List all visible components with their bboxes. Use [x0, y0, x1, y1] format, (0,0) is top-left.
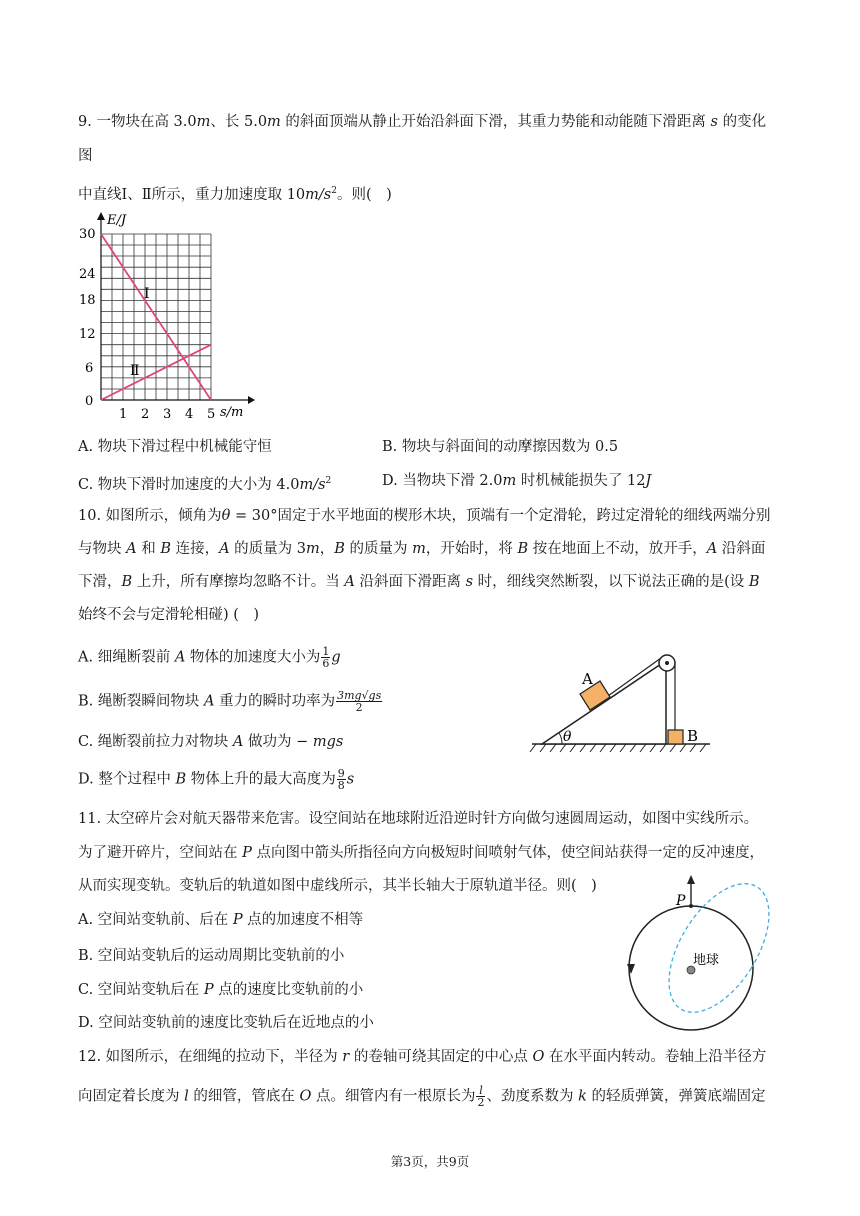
q9-xtick: 5: [207, 407, 216, 422]
q11-stem-line2: 为了避开碎片，空间站在 P 点向图中箭头所指径向方向极短时间喷射气体，使空间站获得一定的反冲速度，: [78, 845, 764, 861]
q10-option-a: A. 细绳断裂前 A 物体的加速度大小为 $\frac{1}{6}$ g: [78, 645, 341, 670]
q9-ytick: 24: [79, 267, 96, 282]
q10-option-c: C. 绳断裂前拉力对物块 A 做功为 − mgs: [78, 734, 344, 750]
q9-xtick: 4: [185, 407, 194, 422]
q11-option-d: D. 空间站变轨前的速度比变轨后在近地点的小: [78, 1015, 374, 1031]
q11-option-c: C. 空间站变轨后在 P 点的速度比变轨前的小: [78, 982, 364, 998]
q9-xlabel: s/m: [220, 405, 244, 420]
q12-stem-line2: 向固定着长度为 l 的细管，管底在 O 点。细管内有一根原长为 $\frac{l}{2}$ 、劲度系数为 k 的轻质弹簧，弹簧底端固定: [78, 1084, 766, 1109]
q9-option-d: D. 当物块下滑 2.0m 时机械能损失了 12J: [382, 473, 652, 489]
q9-xtick: 1: [119, 407, 128, 422]
q10-label-b: B: [687, 727, 699, 745]
q10-stem-line3: 下滑，B 上升，所有摩擦均忽略不计。当 A 沿斜面下滑距离 s 时，细线突然断裂，以下说法正确的是(设 B: [78, 574, 760, 590]
q9-energy-graph: [76, 210, 256, 425]
q10-incline-figure: [528, 646, 718, 761]
q11-label-earth: 地球: [693, 953, 720, 968]
q10-stem-line1: 10. 如图所示，倾角为θ = 30°固定于水平地面的楔形木块，顶端有一个定滑轮，跨过定滑轮的细线两端分别: [78, 508, 771, 524]
q11-stem-line3: 从而实现变轨。变轨后的轨道如图中虚线所示，其半长轴大于原轨道半径。则( ): [78, 878, 597, 894]
q9-xtick: 2: [141, 407, 150, 422]
q9-ytick: 18: [79, 293, 96, 308]
q9-ytick: 6: [85, 361, 94, 376]
q10-stem-line2: 与物块 A 和 B 连接，A 的质量为 3m，B 的质量为 m，开始时，将 B 按在地面上不动，放开手，A 沿斜面: [78, 541, 766, 557]
q9-xtick: 3: [163, 407, 172, 422]
q9-option-c: C. 物块下滑时加速度的大小为 $4.0m/s^2$: [78, 476, 332, 493]
q9-option-b: B. 物块与斜面间的动摩擦因数为 0.5: [382, 439, 619, 455]
q11-label-p: P: [676, 893, 686, 909]
q10-option-b: B. 绳断裂瞬间物块 A 重力的瞬时功率为 $\frac{3mg√gs}{2}$: [78, 689, 382, 714]
q10-stem-line4: 始终不会与定滑轮相碰) ( ): [78, 607, 260, 623]
q9-line-I-label: Ⅰ: [144, 286, 150, 302]
page-footer: 第3页，共9页: [390, 1154, 470, 1169]
q11-orbit-figure: [618, 872, 778, 1032]
q10-theta-label: θ: [563, 729, 572, 745]
q9-ytick: 12: [79, 327, 96, 342]
q10-label-a: A: [582, 670, 593, 688]
q9-line-II-label: Ⅱ: [130, 363, 140, 379]
q12-stem-line1: 12. 如图所示，在细绳的拉动下，半径为 r 的卷轴可绕其固定的中心点 O 在水平面内转动。卷轴上沿半径方: [78, 1049, 767, 1065]
q11-point-p: [689, 904, 693, 908]
q10-wedge: [542, 666, 666, 744]
q11-elliptical-orbit: [649, 872, 778, 1029]
q9-ylabel: E/J: [107, 213, 127, 228]
q9-stem-line1b: 图: [78, 148, 93, 164]
q11-option-b: B. 空间站变轨后的运动周期比变轨前的小: [78, 948, 345, 964]
q9-stem-line2: 中直线Ⅰ、Ⅱ所示，重力加速度取 $10m/s^2$。则( ): [78, 186, 392, 203]
q11-orbit-direction-arrow: [627, 964, 635, 974]
q9-stem-line1: 9. 一物块在高 3.0m、长 5.0m 的斜面顶端从静止开始沿斜面下滑，其重力势能和动能随下滑距离 s 的变化: [78, 114, 767, 130]
q10-ground-hatch: [530, 744, 706, 752]
q10-option-d: D. 整个过程中 B 物体上升的最大高度为 $\frac{9}{8}$ s: [78, 767, 355, 792]
q11-stem-line1: 11. 太空碎片会对航天器带来危害。设空间站在地球附近沿逆时针方向做匀速圆周运动，如图中实线所示。: [78, 811, 759, 827]
q9-ytick: 30: [79, 227, 96, 242]
q9-ytick: 0: [85, 394, 94, 409]
q10-block-b: [668, 730, 683, 744]
q11-option-a: A. 空间站变轨前、后在 P 点的加速度不相等: [78, 912, 364, 928]
q9-option-a: A. 物块下滑过程中机械能守恒: [78, 439, 272, 455]
